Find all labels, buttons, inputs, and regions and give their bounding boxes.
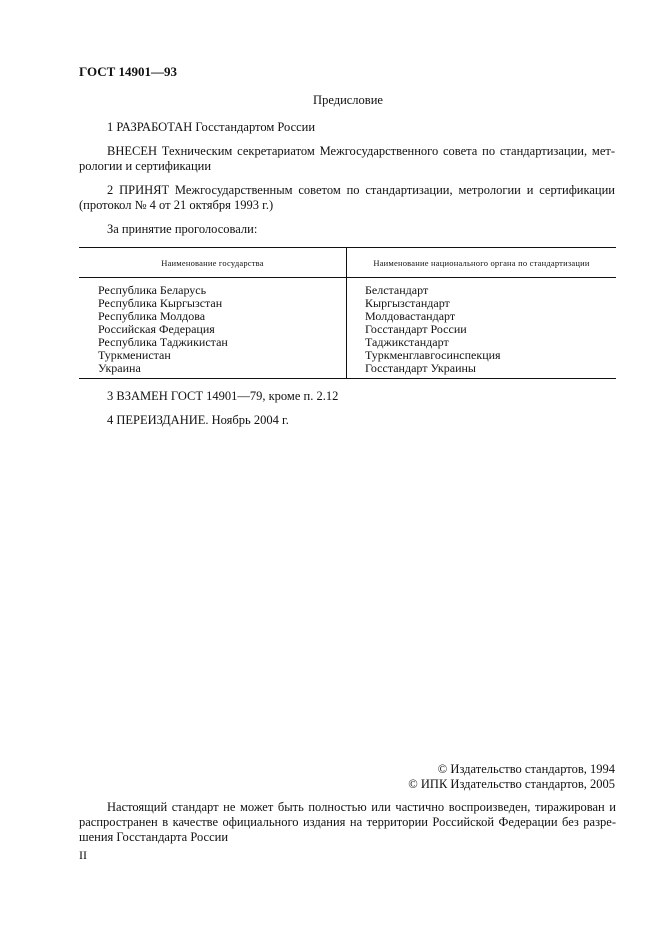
section-2-adopted	[79, 183, 615, 213]
state-name: Украина	[98, 361, 141, 375]
notice-line-2: распространен в качестве официального издания на территории Российской Федерации без разре-	[79, 815, 616, 829]
national-body-name: Госстандарт России	[365, 322, 467, 336]
national-body-name: Таджикстандарт	[365, 335, 449, 349]
notice-line-1: Настоящий стандарт не может быть полностью или частично воспроизведен, тиражирован и	[107, 800, 616, 814]
section-2-line-2: (протокол № 4 от 21 октября 1993 г.)	[79, 198, 274, 212]
section-3-replaces: 3 ВЗАМЕН ГОСТ 14901—79, кроме п. 2.12	[107, 389, 339, 403]
state-name: Республика Таджикистан	[98, 335, 228, 349]
national-bodies-column	[347, 278, 617, 379]
copyright-line-1: © Издательство стандартов, 1994	[437, 762, 615, 776]
copyright-line-2: © ИПК Издательство стандартов, 2005	[408, 777, 615, 791]
column-header-state: Наименование государства	[79, 248, 347, 278]
section-1-developed: 1 РАЗРАБОТАН Госстандартом России	[107, 120, 316, 134]
section-4-reissue: 4 ПЕРЕИЗДАНИЕ. Ноябрь 2004 г.	[107, 413, 289, 427]
table-header-row	[79, 248, 616, 278]
national-body-name: Туркменглавгосинспекция	[365, 348, 501, 362]
document-id: ГОСТ 14901—93	[79, 64, 178, 79]
state-name: Республика Беларусь	[98, 283, 207, 297]
national-body-name: Белстандарт	[365, 283, 429, 297]
state-name: Российская Федерация	[98, 322, 215, 336]
section-introduced-line-2: рологии и сертификации	[79, 159, 212, 173]
column-header-national-body: Наименование национального органа по стандартизации	[347, 248, 617, 278]
section-introduced-line-1: ВНЕСЕН Техническим секретариатом Межгосударственного совета по стандартизации, мет-	[107, 144, 615, 158]
page-number: II	[79, 848, 87, 862]
copyright-block	[408, 762, 615, 792]
section-introduced	[79, 144, 615, 174]
state-name: Республика Молдова	[98, 309, 206, 323]
notice-line-3: шения Госстандарта России	[79, 830, 229, 844]
table-row	[79, 278, 616, 379]
section-2-line-1: 2 ПРИНЯТ Межгосударственным советом по стандартизации, метрологии и сертификации	[107, 183, 615, 197]
state-name: Туркменистан	[98, 348, 171, 362]
voted-label: За принятие проголосовали:	[107, 222, 258, 236]
page-title: Предисловие	[313, 93, 383, 107]
reproduction-notice	[79, 800, 616, 845]
state-name: Республика Кыргызстан	[98, 296, 223, 310]
national-body-name: Молдовастандарт	[365, 309, 456, 323]
voting-states-table	[79, 247, 616, 379]
national-body-name: Кыргызстандарт	[365, 296, 450, 310]
national-body-name: Госстандарт Украины	[365, 361, 476, 375]
states-column	[79, 278, 347, 379]
